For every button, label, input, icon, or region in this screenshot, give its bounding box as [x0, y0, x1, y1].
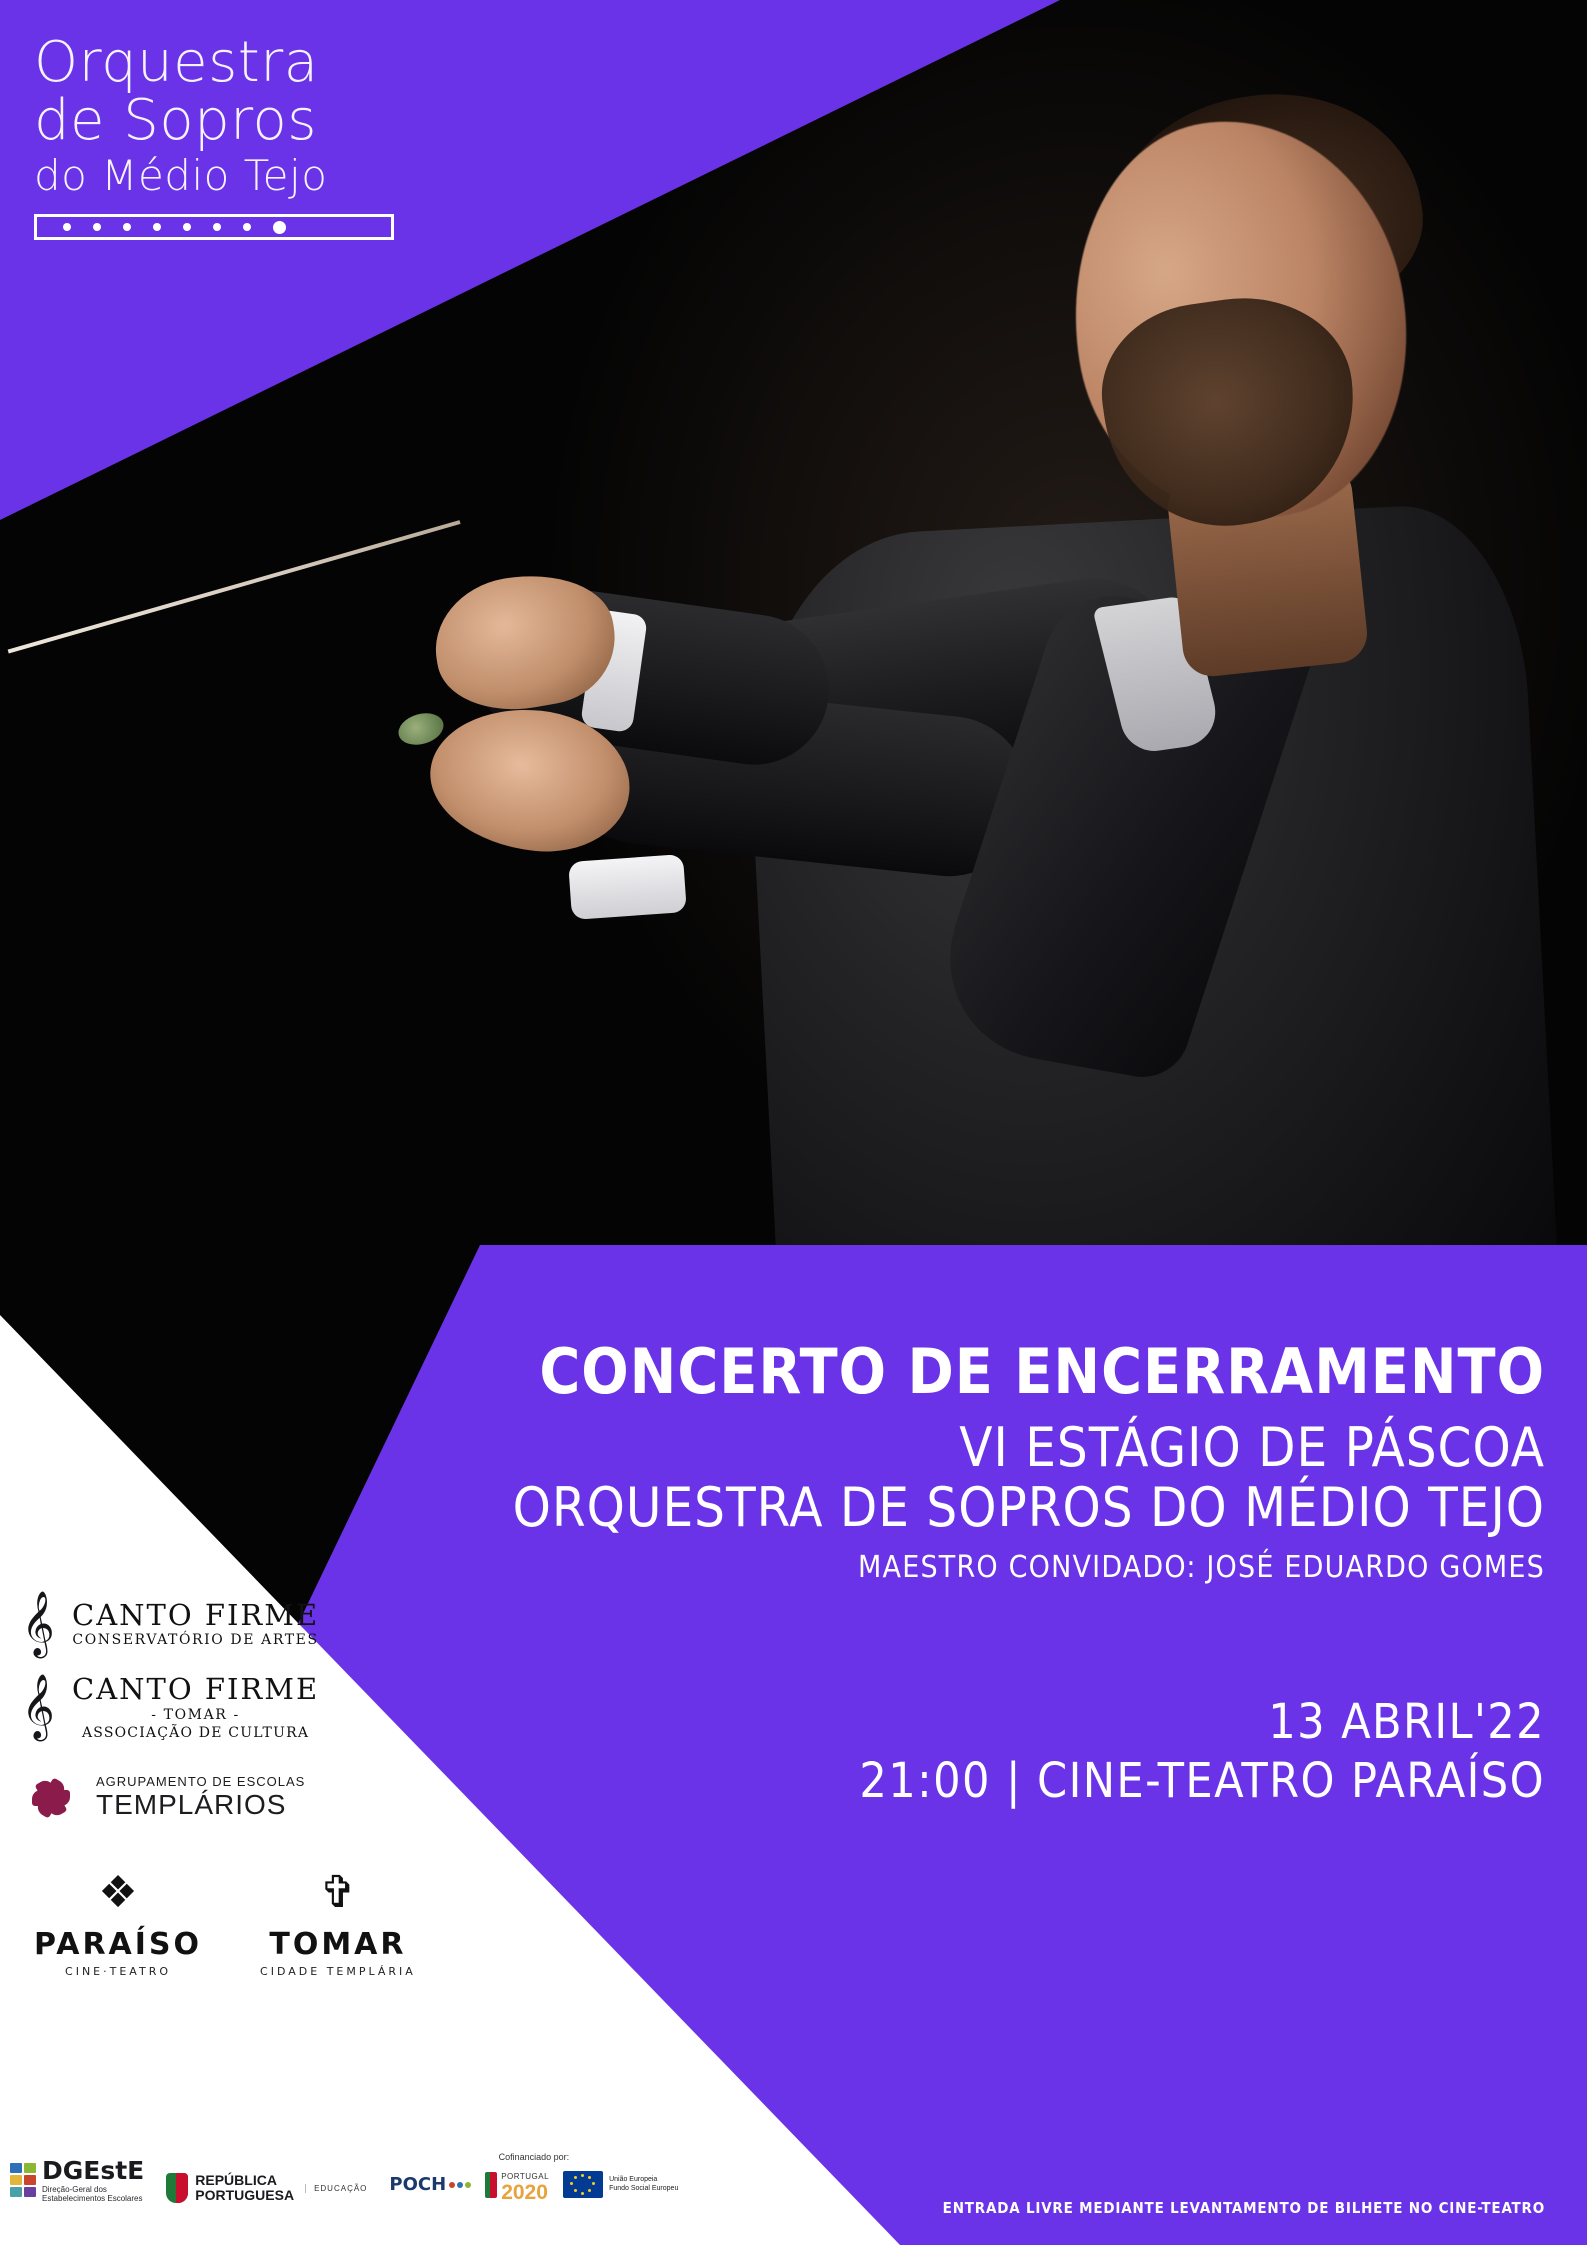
- sponsor-sub: CONSERVATÓRIO DE ARTES: [72, 1632, 319, 1649]
- portugal-shield-icon: [166, 2173, 188, 2203]
- logo-poch: [389, 2173, 471, 2195]
- logo-line-3: do Médio Tejo: [34, 151, 328, 201]
- eu-flag-icon: [563, 2171, 603, 2198]
- poch-name: POCH: [389, 2173, 447, 2195]
- admission-note: ENTRADA LIVRE MEDIANTE LEVANTAMENTO DE BILHETE NO CINE-TEATRO: [942, 2199, 1545, 2217]
- eu-line-2: Fundo Social Europeu: [609, 2184, 679, 2192]
- dgeste-sub-2: Estabelecimentos Escolares: [42, 2193, 143, 2203]
- event-subtitle-1: VI ESTÁGIO DE PÁSCOA: [959, 1416, 1545, 1480]
- sponsor-canto-firme-tomar: [16, 1674, 456, 1740]
- baton-icon: [8, 520, 461, 653]
- event-date: 13 ABRIL'22: [1268, 1694, 1545, 1751]
- logo-dgeste: [10, 2155, 145, 2203]
- funding-logos: [10, 2152, 770, 2203]
- treble-clef-icon: 𝄞: [21, 1674, 55, 1740]
- logo-line-2: de Sopros: [34, 88, 317, 154]
- logo-cine-teatro-paraiso: [34, 1863, 202, 1978]
- logo-dot: [213, 223, 221, 231]
- event-time-venue: 21:00 | CINE-TEATRO PARAÍSO: [859, 1752, 1545, 1809]
- orchestra-logo: [34, 30, 424, 240]
- dgeste-grid-icon: [10, 2163, 36, 2197]
- tomar-name: TOMAR: [269, 1926, 407, 1962]
- sponsor-sub: - TOMAR -: [151, 1706, 240, 1723]
- logo-dot-bar: [34, 214, 394, 240]
- portugal2020-small: PORTUGAL: [501, 2172, 550, 2182]
- treble-clef-icon: 𝄞: [21, 1590, 55, 1656]
- templar-pinwheel-icon: [20, 1767, 82, 1829]
- sponsor-name: CANTO FIRME: [72, 1672, 320, 1707]
- shirt-cuff-right: [568, 854, 687, 920]
- portugal-flag-icon: [485, 2172, 497, 2198]
- dgeste-name: DGEstE: [42, 2155, 145, 2185]
- baton-grip: [395, 708, 447, 750]
- republica-line-1: REPÚBLICA: [195, 2172, 277, 2189]
- paraiso-sub: CINE·TEATRO: [65, 1964, 171, 1978]
- logo-dot: [153, 223, 161, 231]
- eu-line-1: União Europeia: [609, 2176, 658, 2184]
- sponsor-canto-firme-conservatorio: [16, 1590, 456, 1656]
- templarios-line-1: AGRUPAMENTO DE ESCOLAS: [96, 1774, 306, 1790]
- event-schedule: [445, 1693, 1545, 1810]
- sponsor-name: CANTO FIRME: [72, 1598, 320, 1632]
- logo-dot: [183, 223, 191, 231]
- tomar-sub: CIDADE TEMPLÁRIA: [260, 1964, 416, 1978]
- event-maestro: MAESTRO CONVIDADO: JOSÉ EDUARDO GOMES: [858, 1550, 1545, 1586]
- paraiso-crest-icon: ❖: [98, 1866, 138, 1918]
- paraiso-name: PARAÍSO: [34, 1926, 203, 1962]
- cofinanced-label: Cofinanciado por:: [498, 2152, 570, 2163]
- sponsor-agrupamento-templarios: [20, 1767, 456, 1829]
- cofinanced-block: [389, 2152, 678, 2203]
- dgeste-sub-1: Direção-Geral dos: [42, 2184, 107, 2194]
- sponsor-logos: [16, 1590, 456, 1978]
- logo-dot: [63, 223, 71, 231]
- logo-dot-large: [273, 221, 286, 234]
- portugal2020-year: 2020: [501, 2181, 548, 2205]
- logo-line-1: Orquestra: [34, 30, 319, 95]
- logo-tomar: [260, 1863, 416, 1978]
- logo-republica-portuguesa: [166, 2173, 367, 2203]
- logo-dot: [123, 223, 131, 231]
- event-title: CONCERTO DE ENCERRAMENTO: [539, 1335, 1545, 1408]
- templarios-line-2: TEMPLÁRIOS: [96, 1789, 287, 1821]
- event-info: [445, 1335, 1545, 1810]
- venue-city-logos: [34, 1863, 456, 1978]
- republica-line-2: PORTUGUESA: [195, 2187, 295, 2203]
- templar-cross-icon: ✞: [319, 1866, 357, 1918]
- logo-european-union: [563, 2171, 678, 2198]
- event-subtitle-2: ORQUESTRA DE SOPROS DO MÉDIO TEJO: [512, 1475, 1545, 1539]
- logo-portugal-2020: [485, 2166, 549, 2203]
- logo-dot: [93, 223, 101, 231]
- ministry-label: EDUCAÇÃO: [305, 2184, 367, 2193]
- poch-logo-icon: [449, 2182, 471, 2188]
- logo-dot: [243, 223, 251, 231]
- sponsor-sub-2: ASSOCIAÇÃO DE CULTURA: [81, 1724, 310, 1741]
